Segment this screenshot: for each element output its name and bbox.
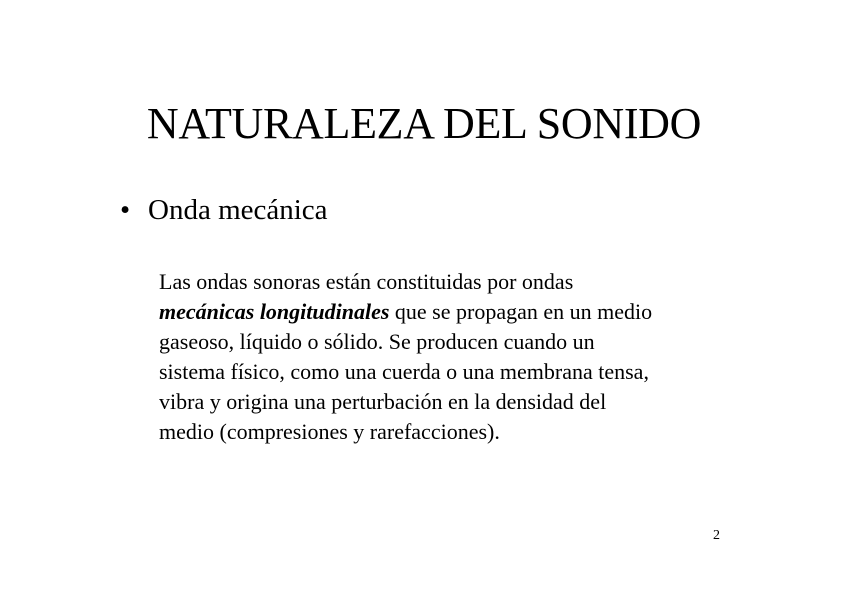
paragraph-text: que se propagan en un medio (389, 299, 653, 324)
paragraph-line: medio (compresiones y rarefacciones). (159, 419, 500, 444)
page-number: 2 (713, 528, 720, 543)
bullet-marker: • (120, 194, 131, 226)
paragraph-line (159, 297, 749, 327)
paragraph-line: vibra y origina una perturbación en la densidad del (159, 389, 607, 414)
slide-title: NATURALEZA DEL SONIDO (146, 99, 702, 148)
paragraph-line: Las ondas sonoras están constituidas por ondas (159, 269, 574, 294)
emphasized-text: mecánicas longitudinales (159, 299, 390, 324)
bullet-item (120, 192, 328, 228)
paragraph-line: gaseoso, líquido o sólido. Se producen cuando un (159, 329, 595, 354)
bullet-text: Onda mecánica (148, 194, 328, 226)
body-paragraph (159, 267, 749, 447)
paragraph-line: sistema físico, como una cuerda o una membrana tensa, (159, 359, 649, 384)
